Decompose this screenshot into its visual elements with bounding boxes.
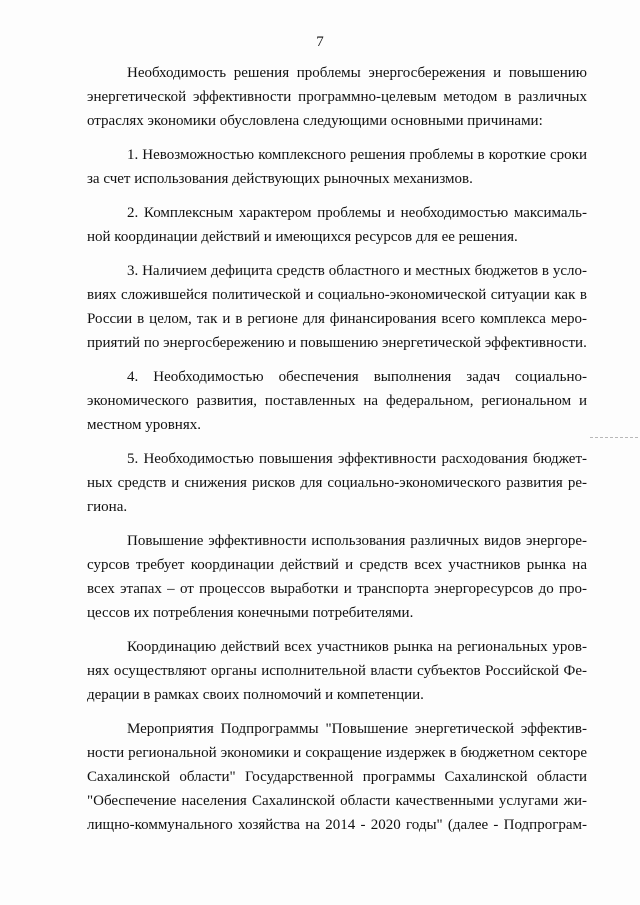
text-line: виях сложившейся политической и социально-экономической ситуации как в: [87, 287, 587, 303]
paragraph-reason-2: [87, 201, 587, 249]
text-line: гиона.: [87, 499, 128, 515]
text-line: Повышение эффективности использования различных видов энергоре-: [127, 533, 587, 549]
text-line: отраслях экономики обусловлена следующими основными причинами:: [87, 113, 543, 129]
text-line: ных средств и снижения рисков для социально-экономического развития ре-: [87, 475, 587, 491]
paragraph-reason-1: [87, 143, 587, 191]
text-line: приятий по энергосбережению и повышению энергетической эффективности.: [87, 335, 587, 351]
text-line: экономического развития, поставленных на федеральном, региональном и: [87, 393, 587, 409]
paragraph-reason-4: [87, 365, 587, 437]
paragraph-intro: [87, 61, 587, 133]
text-line: Координацию действий всех участников рынка на региональных уров-: [127, 639, 587, 655]
page-number: 7: [316, 34, 324, 50]
text-line: ной координации действий и имеющихся ресурсов для ее решения.: [87, 229, 518, 245]
text-line: нях осуществляют органы исполнительной власти субъектов Российской Фе-: [87, 663, 587, 679]
paragraph-coordination: [87, 635, 587, 707]
text-line: 5. Необходимостью повышения эффективности расходования бюджет-: [127, 451, 587, 467]
text-line: цессов их потребления конечными потребителями.: [87, 605, 414, 621]
text-line: 4. Необходимостью обеспечения выполнения задач социально-: [127, 369, 587, 385]
paragraph-reason-3: [87, 259, 587, 355]
paragraph-reason-5: [87, 447, 587, 519]
paragraph-measures: [87, 717, 587, 837]
text-line: за счет использования действующих рыночных механизмов.: [87, 171, 473, 187]
paragraph-efficiency: [87, 529, 587, 625]
text-line: энергетической эффективности программно-целевым методом в различных: [87, 89, 587, 105]
text-line: Необходимость решения проблемы энергосбережения и повышению: [127, 65, 587, 81]
text-line: местном уровнях.: [87, 417, 201, 433]
text-line: лищно-коммунального хозяйства на 2014 - 2020 годы" (далее - Подпрограм-: [87, 817, 587, 833]
text-line: Мероприятия Подпрограммы "Повышение энергетической эффектив-: [127, 721, 587, 737]
scan-artifact-line: [590, 437, 638, 439]
document-body: [87, 61, 587, 847]
text-line: Сахалинской области" Государственной программы Сахалинской области: [87, 769, 587, 785]
text-line: России в целом, так и в регионе для финансирования всего комплекса меро-: [87, 311, 587, 327]
text-line: 2. Комплексным характером проблемы и необходимостью максималь-: [127, 205, 587, 221]
text-line: сурсов требует координации действий и средств всех участников рынка на: [87, 557, 587, 573]
text-line: ности региональной экономики и сокращение издержек в бюджетном секторе: [87, 745, 587, 761]
text-line: всех этапах – от процессов выработки и транспорта энергоресурсов до про-: [87, 581, 587, 597]
text-line: 1. Невозможностью комплексного решения проблемы в короткие сроки: [127, 147, 587, 163]
text-line: 3. Наличием дефицита средств областного и местных бюджетов в усло-: [127, 263, 587, 279]
text-line: дерации в рамках своих полномочий и компетенции.: [87, 687, 424, 703]
text-line: "Обеспечение населения Сахалинской области качественными услугами жи-: [87, 793, 587, 809]
